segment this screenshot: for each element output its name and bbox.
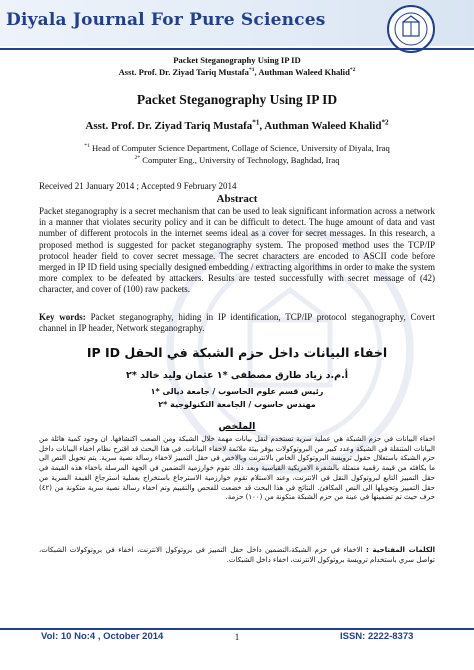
arabic-keywords-text: الاخفاء في حزم الشبكة،التضمين داخل حقل التمييز في بروتوكول الانترنت، اخفاء في بروتوكولات الشبكات، تواصل سري باستخدام ترويسة بروتوكول الانترنت، اخفاء داخل الشبكات. [39,546,435,564]
footer-issn: ISSN: 2222-8373 [340,631,414,642]
journal-banner [0,0,474,46]
running-header-authors [0,67,474,77]
university-seal-icon [386,4,436,54]
keywords [39,312,435,334]
running-author1: Asst. Prof. Dr. Ziyad Tariq Mustafa [118,67,249,77]
author1: Asst. Prof. Dr. Ziyad Tariq Mustafa [85,120,253,132]
paper-title: Packet Steganography Using IP ID [136,92,338,107]
keywords-label: Key words: [39,312,86,322]
running-author2: , Authman Waleed Khalid [254,67,350,77]
paper-authors [0,120,474,132]
aff1-sup: *1 [84,143,90,150]
arabic-affiliation-2: مهندس حاسوب / الجامعة التكنولوجية *٢ [158,400,316,409]
aff2-text: Computer Eng., University of Technology, Baghdad, Iraq [142,155,340,165]
affiliation-1 [0,143,474,153]
running-sup2: *2 [349,67,356,74]
arabic-abstract-body: اخفاء البيانات في حزم الشبكة هي عملية سرية تستخدم لنقل بيانات مهمة خلال الشبكة ومن الصعب اكتشافها. ان وجود كمية هائلة من البيانات المتنقلة في الشبكة وعدد كبير من البروتوكولات يوفر بيئة ملائمة لاخفاء البيانات. في هذا البحث قد اقترح نظام اخفاء البيانات داخل حزم الشبكة باستغلال حقول ترويسة البروتوكول الخاص بالانترنت وبالاخص في حقل التمييز لاخفاء رسالة نصية سرية. يتم تحويل النص الى ما يكافئه من قيمة رقمية متمثلة بالشفرة الامريكية القياسية وبعد ذلك تقوم خوارزمية التضمين في الجهة المرسلة باخفاء هذه القيمة في حقل التمييز التابع لبروتوكول النقل في الانترنت، وعند الاستلام تقوم خوارزمية الاسترجاع باستخراج بعملية استرجاع القيمة السرية من حقل التمييز وتحويلها الى النص المكافئ. النتائج في هذا البحث قد خضعت للفحص والتقييم وتم اخفاء رسالة نصية سرية متكونة من (٤٢) حرف حيث تم تضمينها في عينة من حزم الشبكة متكونة من (١٠٠) حزمة. [39,435,435,502]
keywords-text: Packet steganography, hiding in IP identification, TCP/IP protocol steganography, Covert channel in IP header, Network steganography. [39,312,435,334]
header-rule [0,48,474,50]
arabic-affiliation-1: رئيس قسم علوم الحاسوب / جامعة ديالى *١ [150,387,324,396]
abstract-body: Packet steganography is a secret mechanism that can be used to leak significant information across a network in a manner that violates security policy and it can be difficult to detect. The huge amount of data and vast number of different protocols in the internet seems ideal as a cover for secret messages. In this research, a proposed method is suggested for packet steganography system. The proposed method uses the TCP/IP protocol header field to cover secret message. The secret characters are encoded to ASCII code before merged in IP ID field using specially designed embedding / extracting algorithms in order to make the system more complex to be defeated by attackers. Results are tested successfully with secret message of (42) character, and cover of (100) raw packets. [39,206,435,295]
received-date: Received 21 January 2014 ; Accepted 9 February 2014 [39,181,237,191]
arabic-keywords [39,546,435,565]
footer-rule [0,628,474,630]
footer-volume: Vol: 10 No:4 , October 2014 [41,631,164,642]
arabic-keywords-label: الكلمات المفتاحية : [366,546,435,554]
abstract-heading: Abstract [216,193,258,205]
arabic-title: اخفاء البيانات داخل حزم الشبكة في الحقل IP ID [86,345,388,360]
affiliation-2 [0,155,474,165]
aff2-sup: 2* [134,155,141,162]
author2: , Authman Waleed Khalid [259,120,382,132]
arabic-authors: أ.م.د زياد طارق مصطفى *١ عثمان وليد خالد *٢ [126,370,348,381]
page-number: 1 [234,632,240,642]
aff1-text: Head of Computer Science Department, Collage of Science, University of Diyala, Iraq [91,143,390,153]
running-sup1: *1 [248,67,255,74]
author1-sup: *1 [252,118,260,127]
author2-sup: *2 [381,118,389,127]
arabic-abstract-heading: الملخص [218,421,256,432]
running-header-title: Packet Steganography Using IP ID [173,55,301,65]
journal-title: Diyala Journal For Pure Sciences [6,10,326,30]
